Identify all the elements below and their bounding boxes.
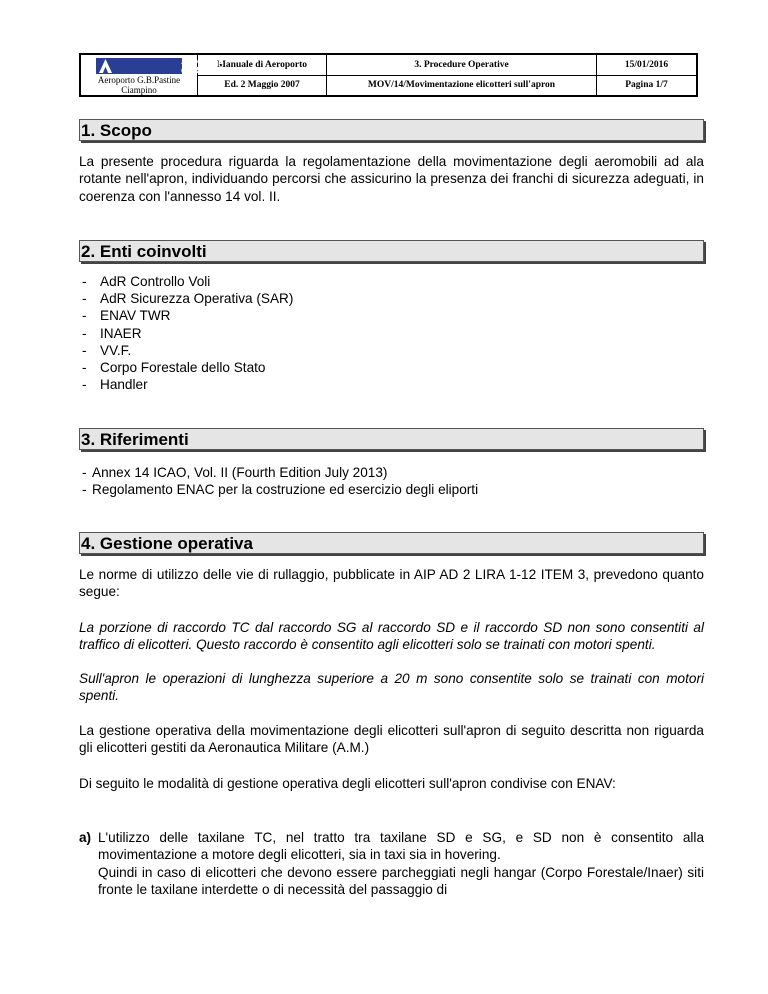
list-item: - INAER: [79, 325, 293, 342]
list-item: - AdR Sicurezza Operativa (SAR): [79, 290, 293, 307]
riferimenti-list: [79, 464, 478, 498]
section-heading-scopo: 1. Scopo: [79, 119, 704, 141]
adr-logo: [96, 56, 224, 76]
list-item: - AdR Controllo Voli: [79, 273, 293, 290]
list-item-a: [79, 829, 704, 898]
item-a-text: L'utilizzo delle taxilane TC, nel tratto tra taxilane SD e SG, e SD non è consentito alla movimentazione a motore degli elicotteri, sia in taxi sia in hovering.: [98, 830, 704, 863]
edition: Ed. 2 Maggio 2007: [224, 80, 300, 91]
logo-line1: Aeroporti: [181, 56, 224, 67]
manual-title: Manuale di Aeroporto: [198, 55, 326, 76]
aip-quote-2: Sull'apron le operazioni di lunghezza superiore a 20 m sono consentite solo se trainati con motori spenti.: [79, 671, 704, 704]
airport-name: Aeroporto G.B.Pastine: [97, 75, 181, 85]
list-item: - Handler: [79, 376, 293, 393]
plane-logo-icon: [99, 59, 112, 73]
list-item: - Corpo Forestale dello Stato: [79, 359, 293, 376]
aip-quote-1: La porzione di raccordo TC dal raccordo SG al raccordo SD e il raccordo SD non sono consentiti al traffico di elicotteri. Questo raccordo è consentito agli elicotteri solo se trainati con motori spenti.: [79, 620, 704, 653]
list-item: - Annex 14 ICAO, Vol. II (Fourth Edition July 2013): [79, 464, 478, 481]
chapter-title: 3. Procedure Operative: [327, 55, 596, 76]
logo-line2: di Roma: [181, 65, 219, 76]
list-item: - Regolamento ENAC per la costruzione ed esercizio degli eliporti: [79, 481, 478, 498]
item-a-text-2: Quindi in caso di elicotteri che devono essere parcheggiati negli hangar (Corpo Forestale/Inaer) siti fronte le taxilane interdette o di necessità del passaggio di: [98, 864, 704, 897]
list-item: - VV.F.: [79, 342, 293, 359]
page-number: Pagina 1/7: [625, 80, 668, 91]
doc-date: 15/01/2016: [597, 55, 696, 76]
airport-city: Ciampino: [121, 85, 157, 95]
document-header: [79, 53, 698, 97]
section-heading-enti: 2. Enti coinvolti: [79, 240, 704, 262]
scopo-paragraph: La presente procedura riguarda la regolamentazione della movimentazione degli aeromobili ad ala rotante nell'apron, individuando percorsi che assicurino la presenza dei franchi di sicurezza adeguati, in coerenza con l'annesso 14 vol. II.: [79, 154, 704, 204]
item-label: a): [79, 830, 92, 845]
section-heading-riferimenti: 3. Riferimenti: [79, 428, 704, 450]
doc-code: MOV/14/Movimentazione elicotteri sull'apron: [367, 80, 556, 91]
list-item: - ENAV TWR: [79, 307, 293, 324]
gestione-paragraph-2: La gestione operativa della movimentazione degli elicotteri sull'apron di seguito descritta non riguarda gli elicotteri gestiti da Aeronautica Militare (A.M.): [79, 723, 704, 756]
gestione-intro: Le norme di utilizzo delle vie di rullaggio, pubblicate in AIP AD 2 LIRA 1-12 ITEM 3, prevedono quanto segue:: [79, 567, 704, 600]
section-heading-gestione: 4. Gestione operativa: [79, 532, 704, 554]
header-logo-cell: [81, 55, 224, 95]
gestione-paragraph-3: Di seguito le modalità di gestione operativa degli elicotteri sull'apron condivise con ENAV:: [79, 776, 616, 791]
enti-list: [79, 273, 293, 393]
